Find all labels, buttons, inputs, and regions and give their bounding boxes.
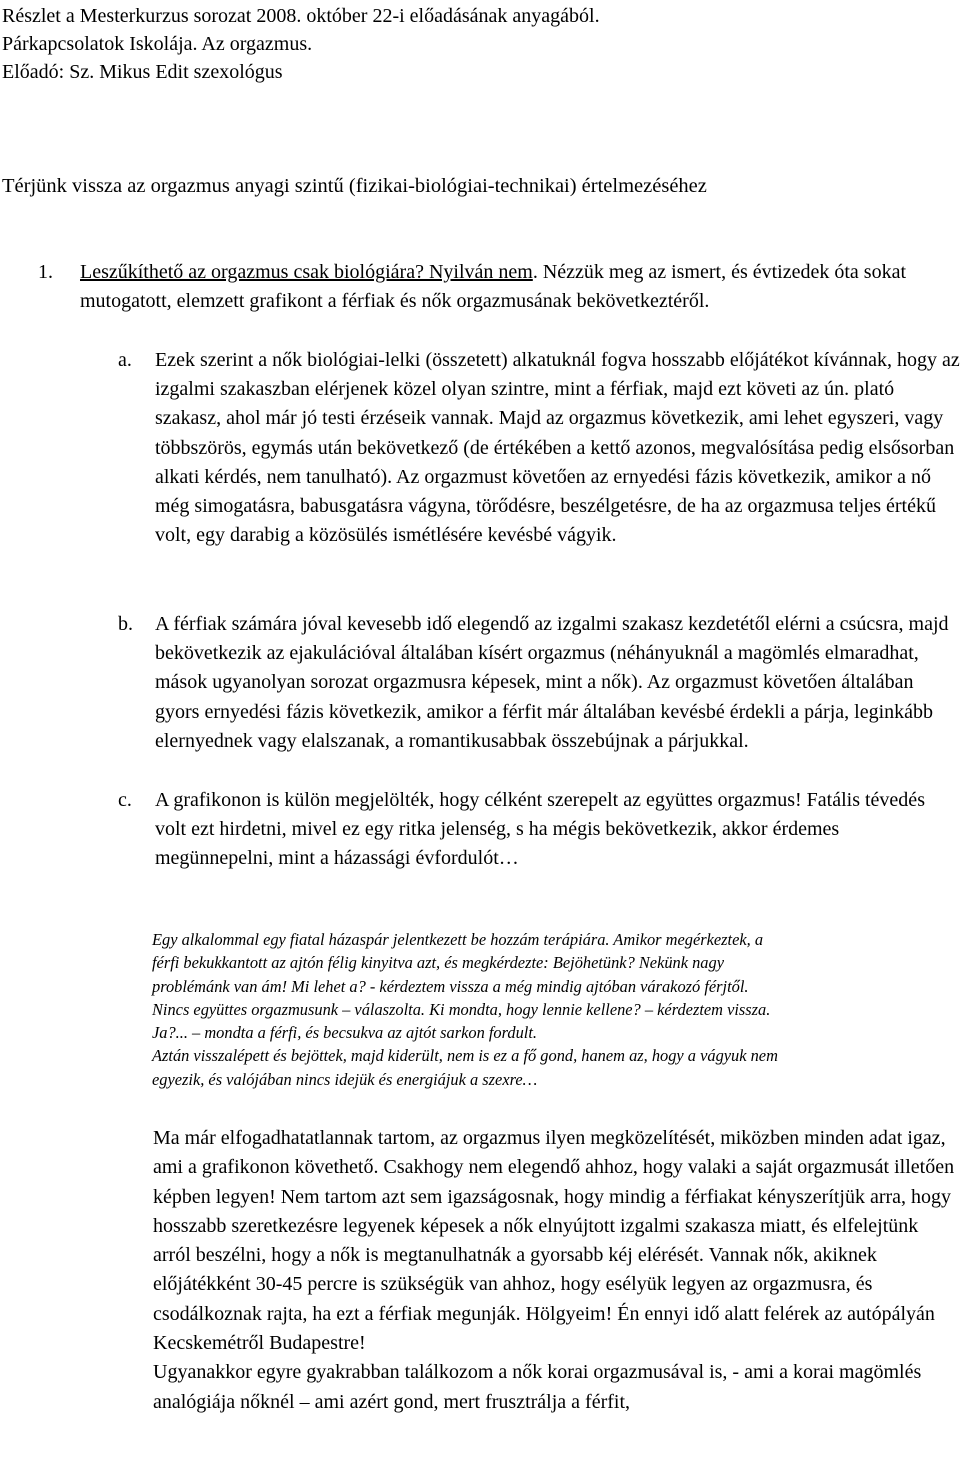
item-body	[80, 258, 960, 316]
anecdote-line: Egy alkalommal egy fiatal házaspár jelentkezett be hozzám terápiára. Amikor megérkeztek, a	[152, 930, 764, 949]
sub-item-text: A grafikonon is külön megjelölték, hogy célként szerepelt az együttes orgazmus! Fatális tévedés volt ezt hirdetni, mivel ez egy ritka jelenség, s ha mégis bekövetkezik, akkor érdemes megünnepelni, mint a házassági évfordulót…	[155, 789, 925, 870]
anecdote-line: problémánk van ám! Mi lehet a? - kérdeztem vissza a még mindig ajtóban várakozó férjtől.	[152, 976, 749, 996]
anecdote-block	[152, 928, 960, 1091]
header-line-school: Párkapcsolatok Iskolája. Az orgazmus.	[2, 33, 313, 55]
anecdote-line: Nincs együttes orgazmusunk – válaszolta. Ki mondta, hogy lennie kellene? – kérdeztem vissza.	[152, 999, 771, 1019]
item-number: 1.	[38, 261, 53, 283]
sub-item-text: Ezek szerint a nők biológiai-lelki (összetett) alkatuknál fogva hosszabb előjátékot kívánnak, hogy az izgalmi szakaszban elérjenek közel olyan szintre, mint a férfiak, majd ezt követi az ún. plató szakasz, ahol már jó testi érzéseik vannak. Majd az orgazmus következik, ami lehet egyszeri, vagy többszörös, egymás után bekövetkező (de értékében a kettő azonos, megvalósítása pedig elsősorban alkati kérdés, nem tanulható). Az orgazmust követően az ernyedési fázis következik, amikor a nő még simogatásra, babusgatásra vágyna, törődésre, beszélgetésre, de ha az orgazmusa teljes értékű volt, egy darabig a közösülés ismétlésére kevésbé vágyik.	[155, 349, 960, 547]
sub-item-label: a.	[118, 349, 132, 371]
anecdote-line: Aztán visszalépett és bejöttek, majd kiderült, nem is ez a fő gond, hanem az, hogy a vágyuk nem	[152, 1046, 778, 1066]
anecdote-line: férfi bekukkantott az ajtón félig kinyitva azt, és megkérdezte: Bejöhetünk? Nekünk nagy	[152, 953, 724, 973]
section-title: Térjünk vissza az orgazmus anyagi szintű (fizikai-biológiai-technikai) értelmezéséhez	[2, 175, 707, 197]
closing-paragraph-1: Ma már elfogadhatatlannak tartom, az orgazmus ilyen megközelítését, miközben minden adat igaz, ami a grafikonon követhető. Csakhogy nem elegendő ahhoz, hogy valaki a saját orgazmusát illetően képben legyen! Nem tartom azt sem igazságosnak, hogy mindig a férfiakat kényszerítjük arra, hogy hosszabb szeretkezésre legyenek képesek a nők elnyújtott izgalmi szakasza miatt, és elfelejtünk arról beszélni, hogy a nők is megtanulhatnák a gyorsabb kéj elérését. Vannak nők, akiknek előjátékként 30-45 percre is szükségük van ahhoz, hogy esélyük legyen az orgazmusra, és csodálkoznak rajta, ha ezt a férfiak megunják. Hölgyeim! Én ennyi idő alatt felérek az autópályán Kecskemétről Budapestre!	[153, 1127, 955, 1355]
document-header	[2, 2, 600, 86]
closing-section	[153, 1124, 960, 1417]
sub-item-label: b.	[118, 613, 133, 635]
anecdote-line: egyezik, és valójában nincs idejük és energiájuk a szexre…	[152, 1069, 538, 1089]
header-line-series: Részlet a Mesterkurzus sorozat 2008. október 22-i előadásának anyagából.	[2, 5, 600, 27]
item-question-underlined: Leszűkíthető az orgazmus csak biológiára? Nyilván nem	[80, 261, 533, 283]
closing-paragraph-2: Ugyanakkor egyre gyakrabban találkozom a nők korai orgazmusával is, - ami a korai magömlés analógiája nőknél – ami azért gond, mert frusztrálja a férfit,	[153, 1361, 922, 1413]
item-text: . Nézzük meg az ismert, és évtizedek óta sokat mutogatott, elemzett grafikont a férfiak és nők orgazmusának bekövetkeztéről.	[80, 261, 906, 312]
header-line-speaker: Előadó: Sz. Mikus Edit szexológus	[2, 61, 283, 83]
sub-item-text: A férfiak számára jóval kevesebb idő elegendő az izgalmi szakasz kezdetétől elérni a csúcsra, majd bekövetkezik az ejakulációval általában kísért orgazmus (néhányuknál a magömlés elmaradhat, mások ugyanolyan sorozat orgazmusra képesek, mint a nők). Az orgazmust követően általában gyors ernyedési fázis következik, amikor a férfit már általában kevésbé érdekli a párja, leginkább elernyednek vagy elalszanak, a romantikusabbak összebújnak a párjukkal.	[155, 613, 949, 752]
sub-item-label: c.	[118, 789, 132, 811]
anecdote-line: Ja?... – mondta a férfi, és becsukva az ajtót sarkon fordult.	[152, 1023, 537, 1043]
